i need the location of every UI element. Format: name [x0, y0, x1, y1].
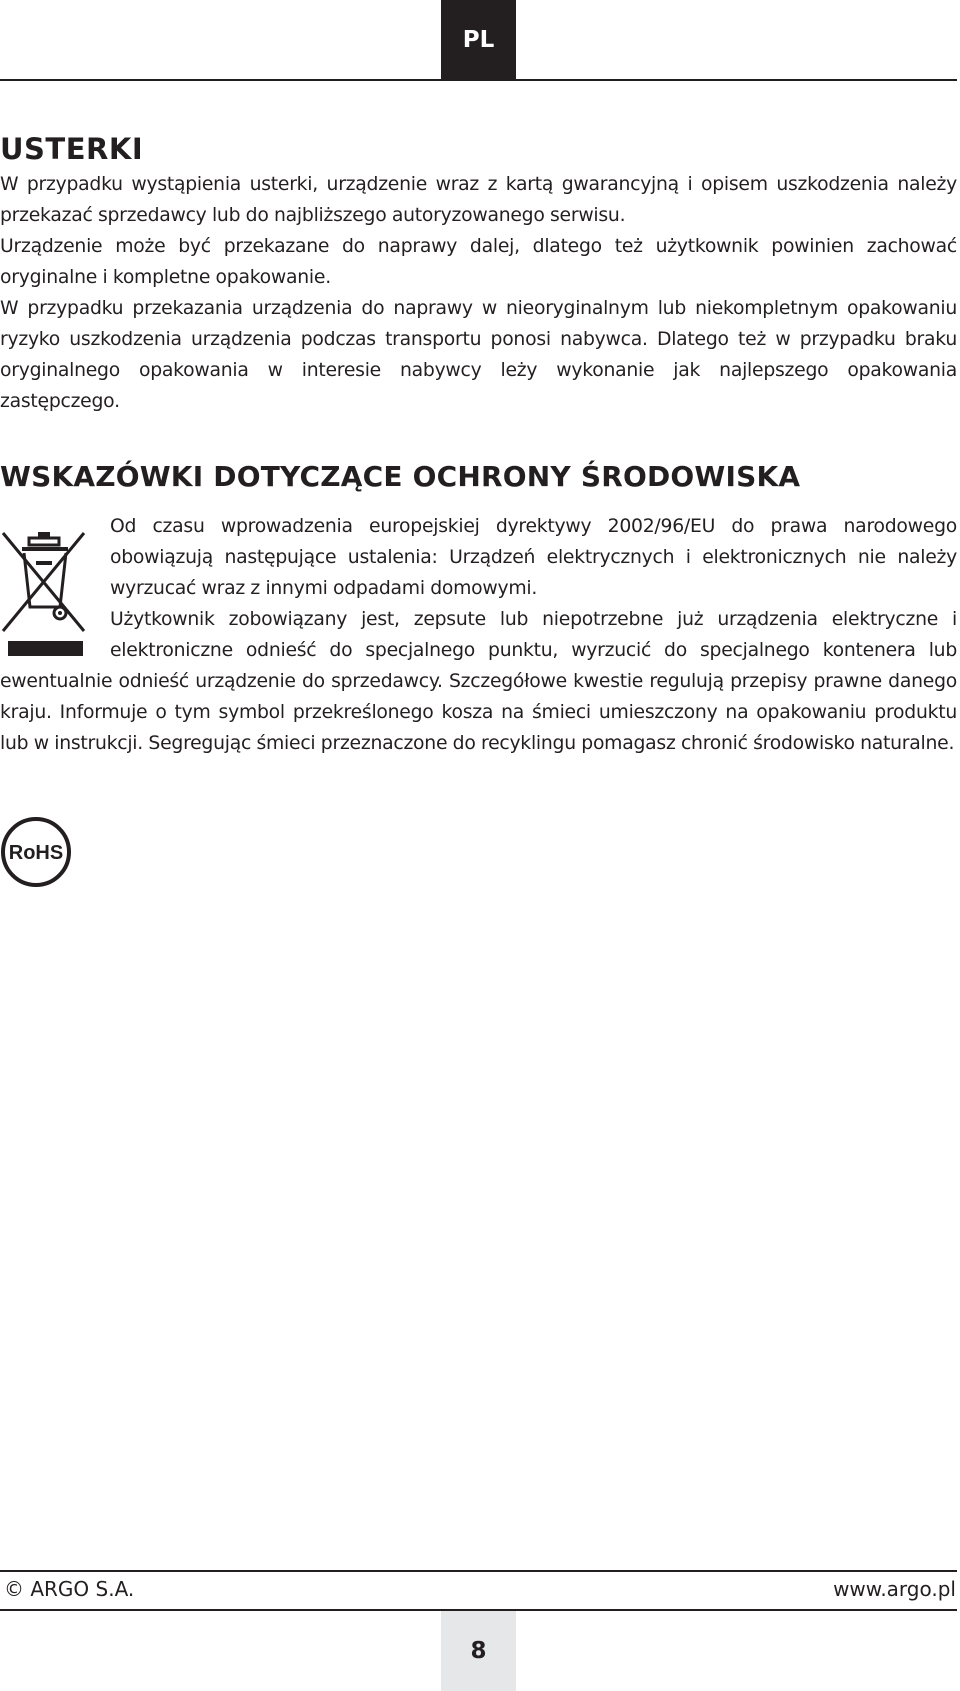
faults-paragraph-2: Urządzenie może być przekazane do naprawy dalej, dlatego też użytkownik powinien zachować oryginalne i kompletne opakowanie.	[0, 236, 957, 288]
website-url: www.argo.pl	[833, 1577, 956, 1601]
rohs-label: RoHS	[8, 842, 64, 864]
language-label: PL	[462, 27, 495, 53]
environment-body	[0, 511, 957, 759]
company-name: © ARGO S.A.	[4, 1577, 135, 1601]
environment-paragraph-1: Od czasu wprowadzenia europejskiej dyrektywy 2002/96/EU do prawa narodowego obowiązują następujące ustalenia: Urządzeń elektrycznych i elektronicznych nie należy wyrzucać wraz z innymi odpadami domowymi.	[110, 516, 957, 599]
rohs-logo-icon	[0, 816, 72, 888]
faults-paragraph-1: W przypadku wystąpienia usterki, urządzenie wraz z kartą gwarancyjną i opisem uszkodzenia należy przekazać sprzedawcy lub do najbliższego autoryzowanego serwisu.	[0, 174, 957, 226]
footer-divider-top	[0, 1570, 957, 1572]
faults-heading: USTERKI	[0, 132, 144, 166]
environment-heading: WSKAZÓWKI DOTYCZĄCE OCHRONY ŚRODOWISKA	[0, 460, 801, 493]
header-divider	[0, 79, 957, 81]
page-number-tab	[441, 1611, 516, 1691]
faults-paragraph-3: W przypadku przekazania urządzenia do naprawy w nieoryginalnym lub niekompletnym opakowaniu ryzyko uszkodzenia urządzenia podczas transportu ponosi nabywca. Dlatego też w przypadku braku oryginalnego opakowania w interesie nabywcy leży wykonanie jak najlepszego opakowania zastępczego.	[0, 298, 957, 412]
language-tab	[441, 0, 516, 80]
crossed-out-wheelie-bin-icon	[0, 511, 110, 661]
environment-paragraph-2: Użytkownik zobowiązany jest, zepsute lub niepotrzebne już urządzenia elektryczne i elektroniczne odnieść do specjalnego punktu, wyrzucić do specjalnego kontenera lub ewentualnie odnieść urządzenie do sprzedawcy. Szczegółowe kwestie regulują przepisy prawne danego kraju. Informuje o tym symbol przekreślonego kosza na śmieci umieszczony na opakowaniu produktu lub w instrukcji. Segregując śmieci przeznaczone do recyklingu pomagasz chronić środowisko naturalne.	[0, 609, 957, 754]
page-number: 8	[470, 1638, 487, 1664]
faults-body	[0, 169, 957, 417]
